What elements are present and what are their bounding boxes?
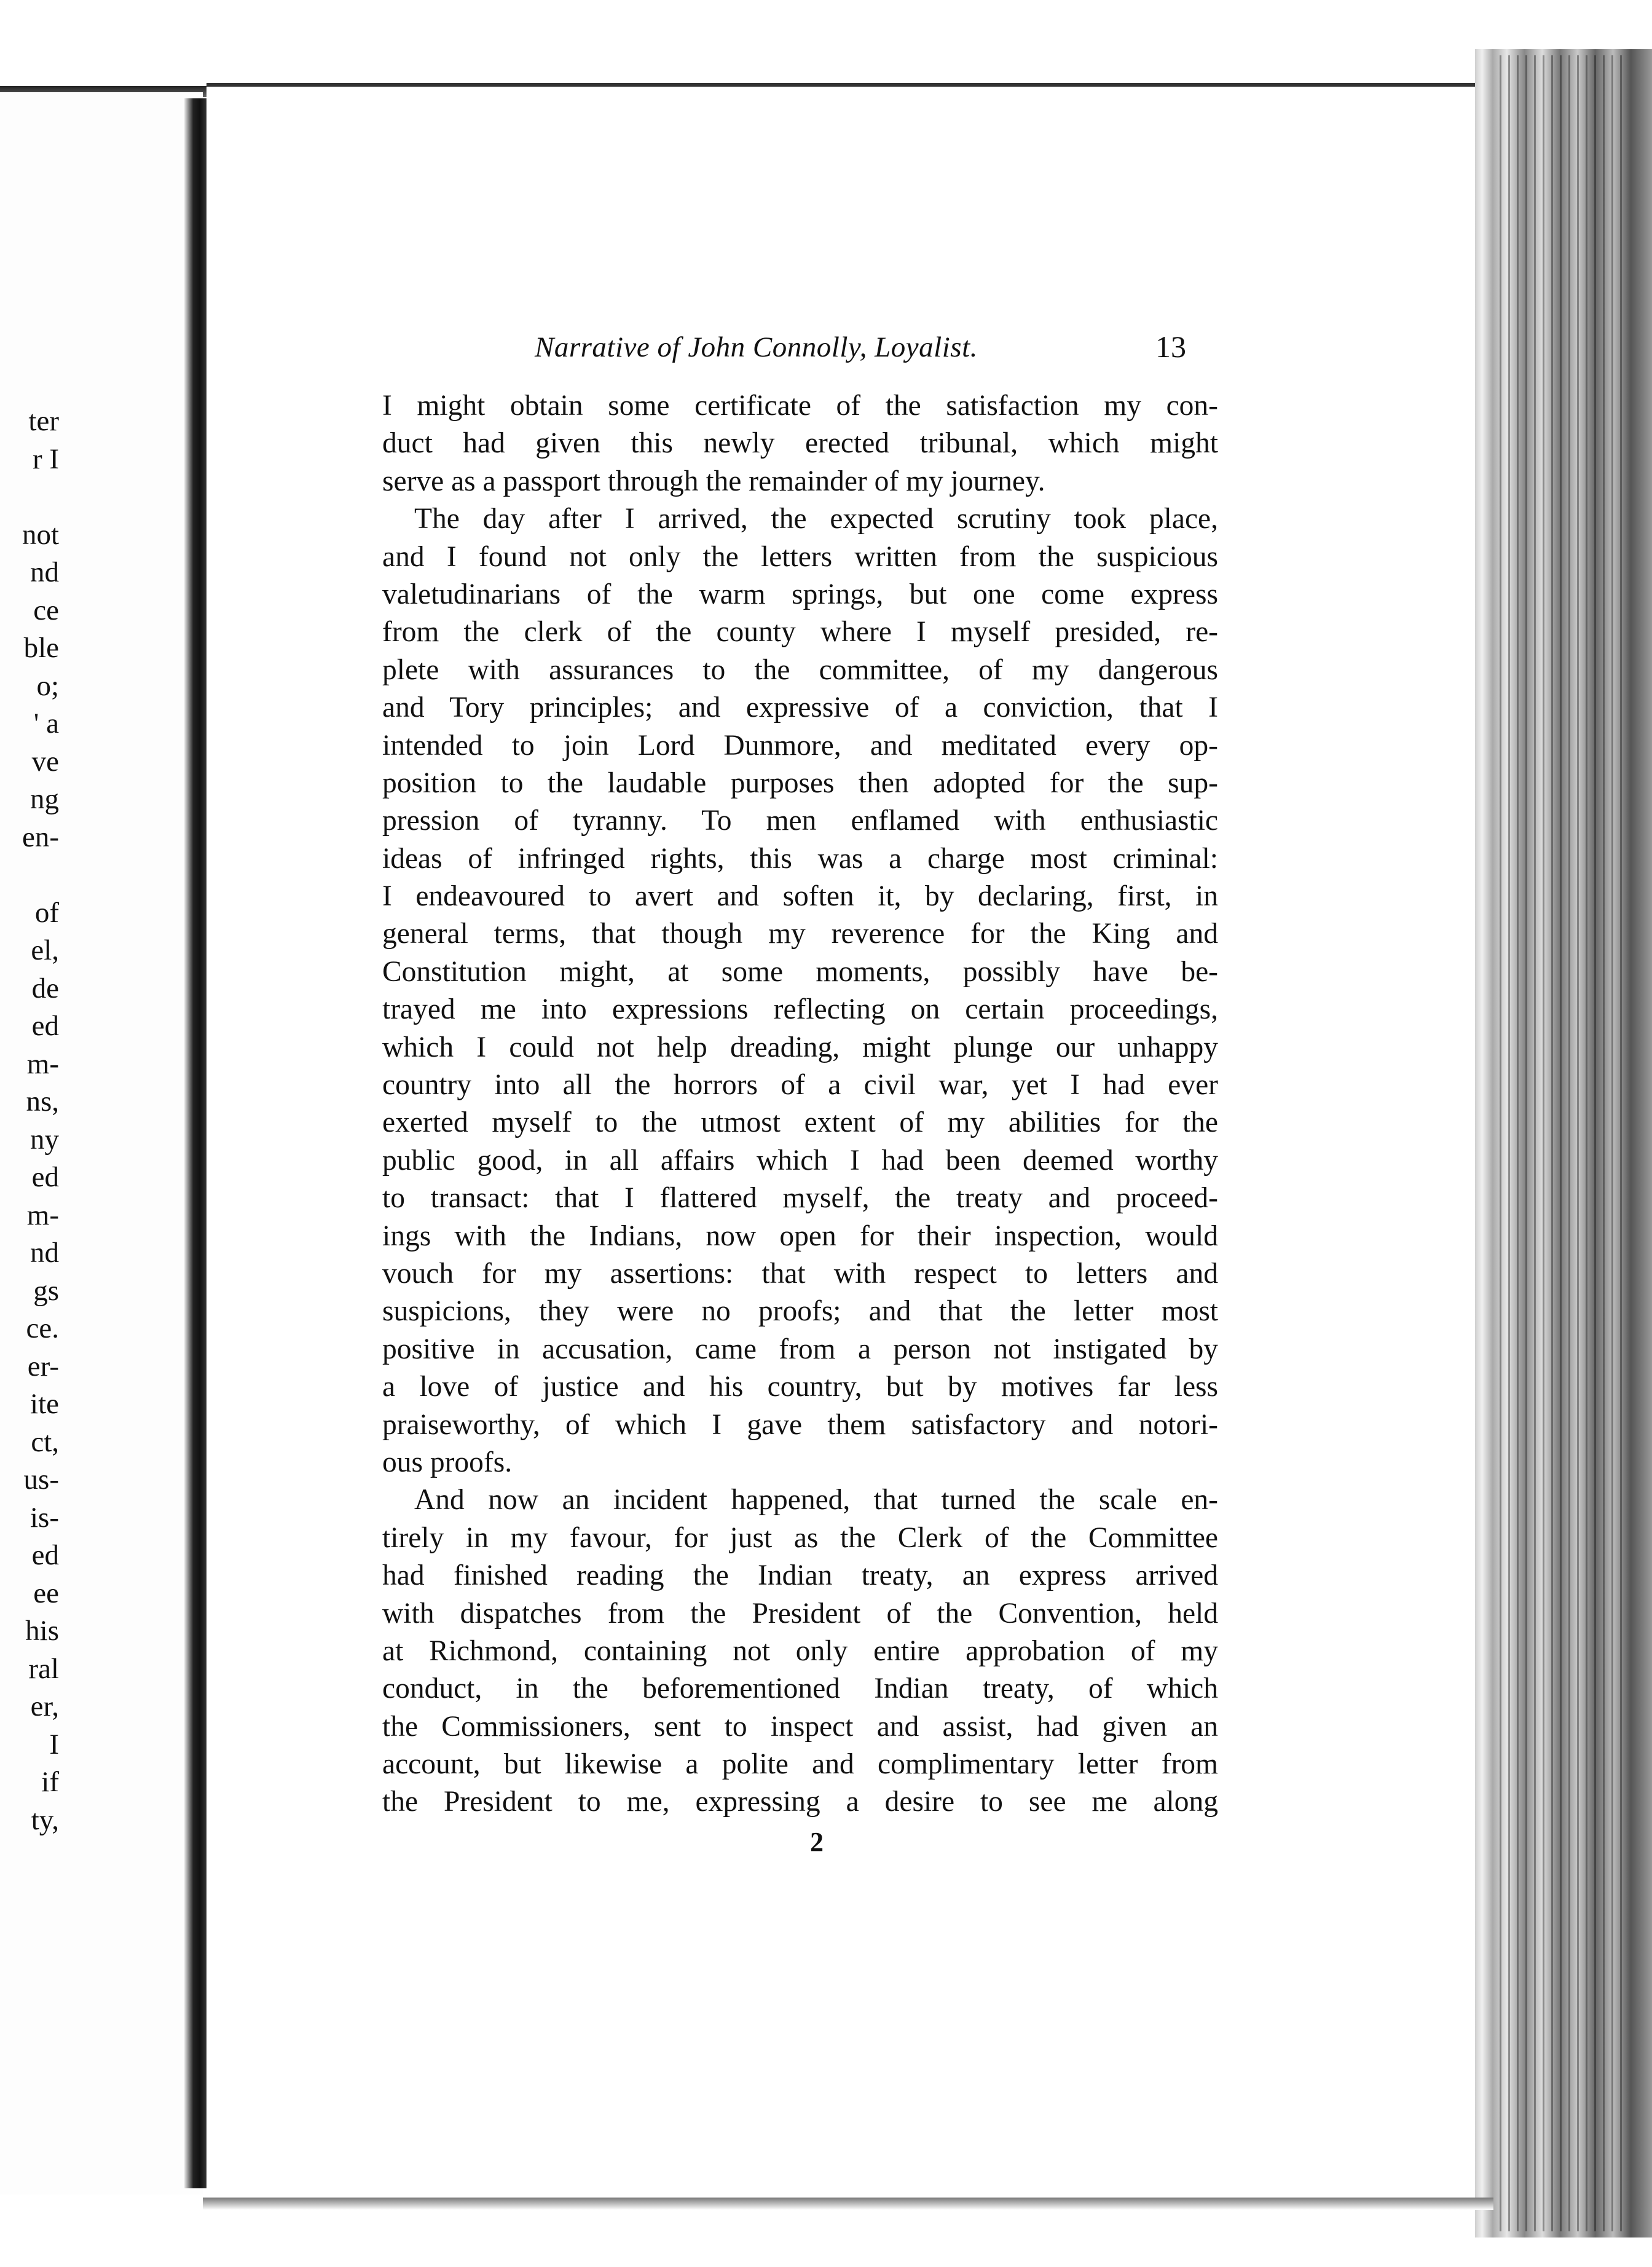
left-page-line: ce. <box>26 1312 59 1344</box>
left-page-line: ng <box>30 783 59 815</box>
text-line: general terms, that though my reverence for the King and <box>382 918 1218 950</box>
text-line: I might obtain some certificate of the satisfaction my con- <box>382 390 1218 422</box>
text-line: trayed me into expressions reflecting on certain proceedings, <box>382 993 1218 1026</box>
signature-mark: 2 <box>810 1827 824 1858</box>
left-page-line: nd <box>30 556 59 588</box>
left-page-line: I <box>49 1728 59 1760</box>
left-page-line: en- <box>22 821 59 853</box>
left-page-line: ct, <box>31 1425 59 1458</box>
left-page-line: ed <box>31 1010 59 1042</box>
left-page-line: us- <box>23 1464 59 1496</box>
text-line: Constitution might, at some moments, possibly have be- <box>382 955 1218 988</box>
text-line: position to the laudable purposes then adopted for the sup- <box>382 767 1218 799</box>
body-text <box>382 387 1218 1821</box>
left-page-line: not <box>22 518 59 551</box>
left-page-line <box>0 856 59 894</box>
left-page-line: r I <box>32 443 59 475</box>
left-page-line: o; <box>36 669 59 702</box>
page-number: 13 <box>1155 329 1186 364</box>
text-line: conduct, in the beforementioned Indian treaty, of which <box>382 1673 1218 1705</box>
left-page-line: ee <box>33 1577 59 1609</box>
gutter-shadow <box>184 98 206 2188</box>
left-page-line: is- <box>30 1501 59 1534</box>
left-page-line: his <box>25 1615 59 1647</box>
text-line: country into all the horrors of a civil war, yet I had ever <box>382 1069 1218 1102</box>
text-line: pression of tyranny. To men enflamed with enthusiastic <box>382 805 1218 837</box>
text-line: with dispatches from the President of the Convention, held <box>382 1597 1218 1630</box>
text-line: And now an incident happened, that turned the scale en- <box>414 1484 1218 1516</box>
left-page-line: if <box>41 1766 59 1798</box>
left-page-line: ny <box>30 1123 59 1156</box>
text-line: plete with assurances to the committee, of my dangerous <box>382 653 1218 686</box>
left-page-line: gs <box>33 1274 59 1307</box>
left-page-line: ve <box>31 745 59 778</box>
left-page-line: ite <box>30 1388 59 1420</box>
text-line: ous proofs. <box>382 1446 513 1478</box>
left-page-line: ed <box>31 1161 59 1193</box>
left-page-line: ral <box>28 1652 59 1685</box>
text-line: tirely in my favour, for just as the Clerk of the Committee <box>382 1521 1218 1554</box>
text-line: at Richmond, containing not only entire approbation of my <box>382 1634 1218 1667</box>
left-page-line: m- <box>26 1047 59 1080</box>
text-line: praiseworthy, of which I gave them satisfactory and notori- <box>382 1408 1218 1441</box>
text-line: and I found not only the letters written from the suspicious <box>382 540 1218 573</box>
page-edge-lines <box>1500 55 1622 2231</box>
left-page-text <box>0 403 59 1839</box>
text-line: to transact: that I flattered myself, the treaty and proceed- <box>382 1182 1218 1215</box>
text-line: duct had given this newly erected tribunal, which might <box>382 427 1218 460</box>
left-page-line: er, <box>30 1690 59 1722</box>
bottom-shadow <box>203 2198 1493 2210</box>
left-page-line: nd <box>30 1237 59 1269</box>
text-line: the Commissioners, sent to inspect and assist, had given an <box>382 1710 1218 1743</box>
left-page-line: ter <box>28 405 59 437</box>
left-page-line: de <box>31 972 59 1004</box>
left-page-line: ' a <box>33 708 59 739</box>
text-line: and Tory principles; and expressive of a conviction, that I <box>382 692 1218 724</box>
text-line: I endeavoured to avert and soften it, by declaring, first, in <box>382 880 1218 913</box>
text-line: which I could not help dreading, might plunge our unhappy <box>382 1031 1218 1063</box>
running-head: Narrative of John Connolly, Loyalist. <box>535 331 978 363</box>
text-line: suspicions, they were no proofs; and that the letter most <box>382 1295 1218 1328</box>
text-line: intended to join Lord Dunmore, and meditated every op- <box>382 729 1218 762</box>
text-line: positive in accusation, came from a person not instigated by <box>382 1333 1218 1365</box>
left-page-line <box>0 478 59 516</box>
left-page-line: ed <box>31 1539 59 1571</box>
left-page-line: ble <box>23 632 59 664</box>
text-line: public good, in all affairs which I had been deemed worthy <box>382 1144 1218 1177</box>
text-line: vouch for my assertions: that with respect to letters and <box>382 1257 1218 1290</box>
left-page-line: ty, <box>31 1804 59 1836</box>
left-page-line: m- <box>26 1199 59 1231</box>
text-line: had finished reading the Indian treaty, an express arrived <box>382 1559 1218 1592</box>
text-line: The day after I arrived, the expected scrutiny took place, <box>414 503 1218 535</box>
text-line: exerted myself to the utmost extent of my abilities for the <box>382 1106 1218 1139</box>
left-page-line: ce <box>33 594 59 626</box>
left-page-line: of <box>34 896 59 929</box>
text-line: a love of justice and his country, but by motives far less <box>382 1371 1218 1403</box>
text-line: ings with the Indians, now open for their inspection, would <box>382 1220 1218 1252</box>
left-page-line: el, <box>31 934 59 966</box>
text-line: account, but likewise a polite and complimentary letter from <box>382 1748 1218 1781</box>
left-page-line: ns, <box>26 1086 59 1118</box>
text-line: ideas of infringed rights, this was a charge most criminal: <box>382 842 1218 875</box>
text-line: valetudinarians of the warm springs, but one come express <box>382 578 1218 610</box>
left-page-line: er- <box>27 1350 59 1382</box>
text-line: from the clerk of the county where I myself presided, re- <box>382 616 1218 649</box>
text-line: the President to me, expressing a desire to see me along <box>382 1786 1218 1818</box>
text-line: serve as a passport through the remainder of my journey. <box>382 465 1045 497</box>
